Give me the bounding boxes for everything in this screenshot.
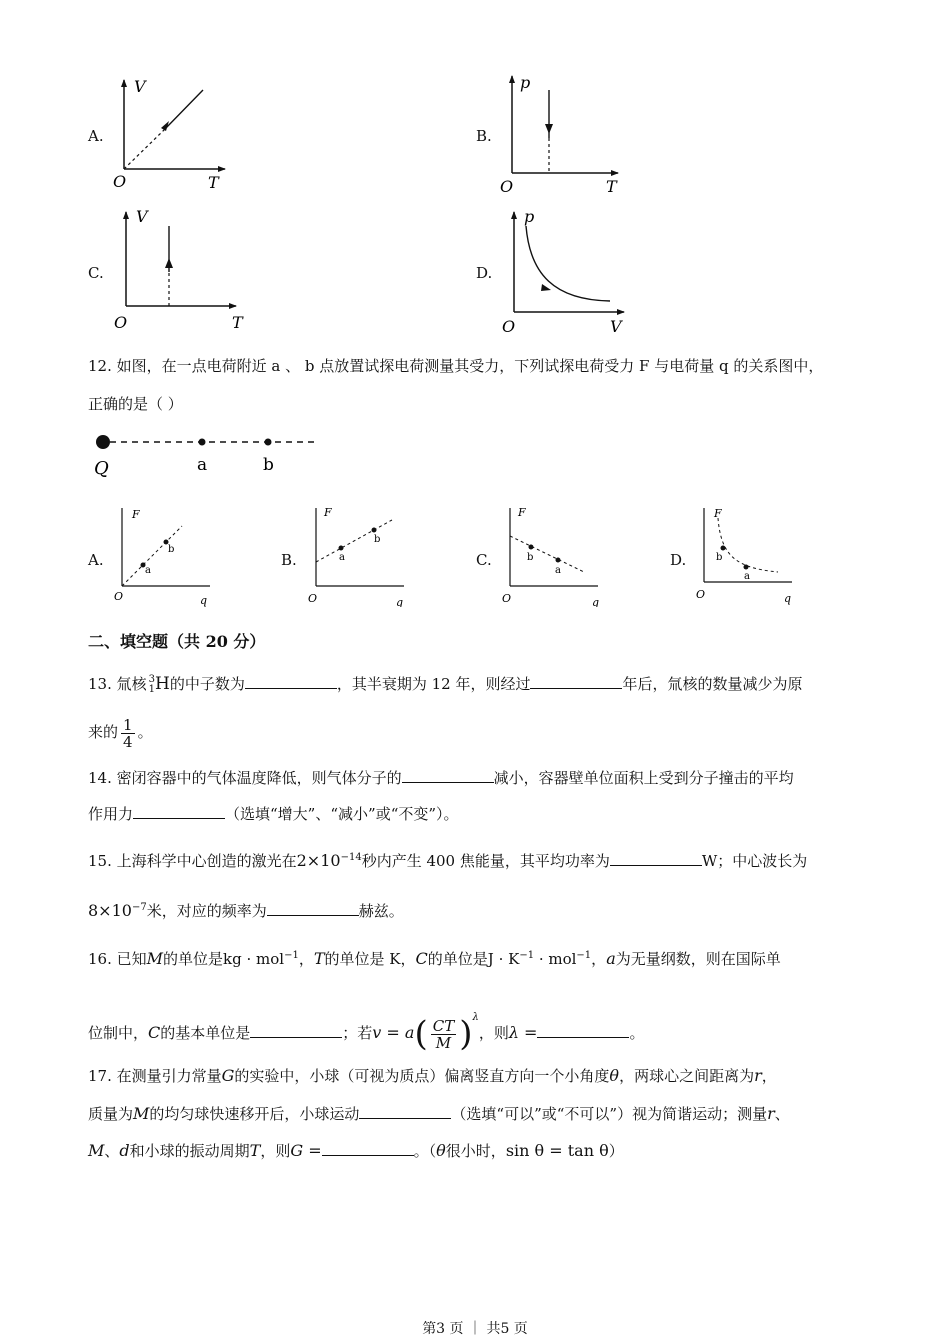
y-axis-label: F bbox=[324, 506, 332, 519]
a-label: a bbox=[197, 455, 208, 475]
q11-graph-d bbox=[498, 204, 638, 336]
dashed-line bbox=[510, 536, 584, 572]
y-axis-label: V bbox=[134, 77, 146, 96]
origin-label: O bbox=[502, 317, 516, 336]
q15-blank-1[interactable] bbox=[610, 851, 702, 866]
y-axis-label: V bbox=[136, 207, 148, 226]
q13-blank-1[interactable] bbox=[245, 674, 337, 689]
process-curve bbox=[526, 226, 610, 301]
q12-line1: 12. 如图，在一点电荷附近 a 、 b 点放置试探电荷测量其受力，下列试探电荷受力 F 与电荷量 q 的关系图中， bbox=[88, 357, 824, 375]
point-a-label: a bbox=[555, 565, 561, 576]
q11-graph-a bbox=[110, 72, 240, 194]
q16-blank-1[interactable] bbox=[250, 1023, 342, 1038]
point-b-label: b bbox=[527, 552, 534, 563]
dashed-line bbox=[316, 520, 392, 562]
q17-blank-2[interactable] bbox=[322, 1141, 414, 1156]
q17-line2: 质量为M的均匀球快速移开后，小球运动 （选填“可以”或“不可以”）视为简谐运动；测量r、 bbox=[88, 1104, 790, 1123]
q11-option-c-label: C. bbox=[88, 264, 104, 282]
x-axis-label: q bbox=[396, 596, 404, 607]
q13-line2: 来的 $\frac{1}{4}$ 。 bbox=[88, 715, 153, 751]
q12-option-a-label: A. bbox=[88, 551, 104, 569]
q17-line3: M、d和小球的振动周期T，则G = 。（θ很小时，sin θ = tan θ） bbox=[88, 1141, 624, 1160]
x-axis-label: T bbox=[208, 173, 219, 192]
point-b-label: b bbox=[716, 552, 723, 563]
x-axis-label: q bbox=[592, 596, 600, 607]
point-b-label: b bbox=[374, 534, 381, 545]
q16-line1: 16. 已知M的单位是kg · mol$^{-1}$，T的单位是 K，C的单位是$J \cdot K^{-1} \cdot mol^{-1}$，a为无量纲数，则在国际单 bbox=[88, 949, 781, 968]
q17-blank-1[interactable] bbox=[359, 1104, 451, 1119]
q12-graph-a bbox=[110, 502, 220, 607]
point-a bbox=[199, 439, 206, 446]
arrow-icon bbox=[165, 258, 173, 268]
section-title: 二、填空题（共 20 分） bbox=[88, 632, 266, 651]
q12-charge-figure bbox=[88, 428, 328, 482]
y-axis-label: F bbox=[132, 508, 140, 521]
point-b bbox=[372, 528, 377, 533]
arrow-icon bbox=[545, 124, 553, 134]
origin-label: O bbox=[114, 313, 128, 332]
point-b bbox=[265, 439, 272, 446]
q12-option-b-label: B. bbox=[281, 551, 297, 569]
q12-graph-b bbox=[304, 502, 414, 607]
right-paren: ) bbox=[459, 1014, 473, 1054]
dashed-segment bbox=[124, 129, 165, 169]
q12-option-d-label: D. bbox=[670, 551, 687, 569]
point-b-label: b bbox=[168, 544, 175, 555]
q17-line1: 17. 在测量引力常量G的实验中，小球（可视为质点）偏离竖直方向一个小角度θ，两球心之间距离为r， bbox=[88, 1066, 777, 1085]
left-paren: ( bbox=[414, 1014, 428, 1054]
q12-option-c-label: C. bbox=[476, 551, 492, 569]
fraction-ct-over-m: $\frac{CT}{M}$ bbox=[432, 1016, 455, 1052]
nuclide-indices: 3 1 bbox=[148, 674, 155, 695]
origin-label: O bbox=[114, 590, 124, 603]
q14-blank-1[interactable] bbox=[402, 768, 494, 783]
dashed-curve bbox=[718, 518, 778, 572]
page-footer: 第3 页 ｜ 共5 页 bbox=[422, 1321, 528, 1337]
y-axis-label: F bbox=[518, 506, 526, 519]
q15-line2: $8\times 10^{-7}$米，对应的频率为 赫兹。 bbox=[88, 901, 404, 920]
dashed-line bbox=[122, 526, 182, 586]
q16-blank-2[interactable] bbox=[537, 1023, 629, 1038]
q14-blank-2[interactable] bbox=[133, 804, 225, 819]
point-a-label: a bbox=[744, 571, 750, 582]
q12-graph-d bbox=[692, 502, 802, 607]
point-a bbox=[744, 565, 749, 570]
origin-label: O bbox=[308, 592, 318, 605]
point-a bbox=[339, 546, 344, 551]
process-line bbox=[165, 90, 203, 129]
q11-graph-b bbox=[498, 68, 628, 194]
q15-blank-2[interactable] bbox=[267, 901, 359, 916]
q14-line2: 作用力 （选填“增大”、“减小”或“不变”）。 bbox=[88, 805, 459, 823]
y-axis-label: p bbox=[520, 73, 531, 92]
fraction-one-quarter: $\frac{1}{4}$ bbox=[123, 715, 133, 751]
x-axis-label: q bbox=[200, 594, 208, 607]
q15-line1: 15. 上海科学中心创造的激光在$2\times 10^{-14}$秒内产生 400 焦能量，其平均功率为 W；中心波长为 bbox=[88, 851, 808, 870]
q12-line2: 正确的是（ ） bbox=[88, 395, 183, 413]
y-axis-label: F bbox=[714, 507, 722, 520]
origin-label: O bbox=[500, 177, 514, 194]
q11-option-d-label: D. bbox=[476, 264, 493, 282]
q14-line1: 14. 密闭容器中的气体温度降低，则气体分子的 减小，容器壁单位面积上受到分子撞击的平均 bbox=[88, 769, 794, 787]
q-label: Q bbox=[94, 458, 109, 479]
q13-line1: 13. 氚核 3 1 H的中子数为 ，其半衰期为 12 年，则经过 年后，氚核的数量减少为原 bbox=[88, 674, 803, 695]
q11-option-b-label: B. bbox=[476, 127, 492, 145]
q16-line2: 位制中，C的基本单位是 ；若v = a( $\frac{CT}{M}$ )$^\lambda$，则λ = 。 bbox=[88, 1012, 645, 1054]
arrow-icon bbox=[541, 284, 551, 291]
point-a-label: a bbox=[145, 565, 151, 576]
point-b bbox=[529, 545, 534, 550]
q11-option-a-label: A. bbox=[88, 127, 104, 145]
x-axis-label: T bbox=[606, 177, 617, 194]
point-b bbox=[721, 546, 726, 551]
origin-label: O bbox=[113, 172, 127, 191]
b-label: b bbox=[263, 455, 274, 475]
y-axis-label: p bbox=[524, 207, 535, 226]
x-axis-label: V bbox=[610, 317, 622, 336]
q11-graph-c bbox=[110, 204, 250, 334]
q13-blank-2[interactable] bbox=[530, 674, 622, 689]
origin-label: O bbox=[696, 588, 706, 601]
point-charge-q bbox=[96, 435, 110, 449]
x-axis-label: q bbox=[784, 592, 792, 605]
origin-label: O bbox=[502, 592, 512, 605]
q12-graph-c bbox=[498, 502, 608, 607]
x-axis-label: T bbox=[232, 313, 243, 332]
point-a bbox=[556, 558, 561, 563]
point-a-label: a bbox=[339, 552, 345, 563]
